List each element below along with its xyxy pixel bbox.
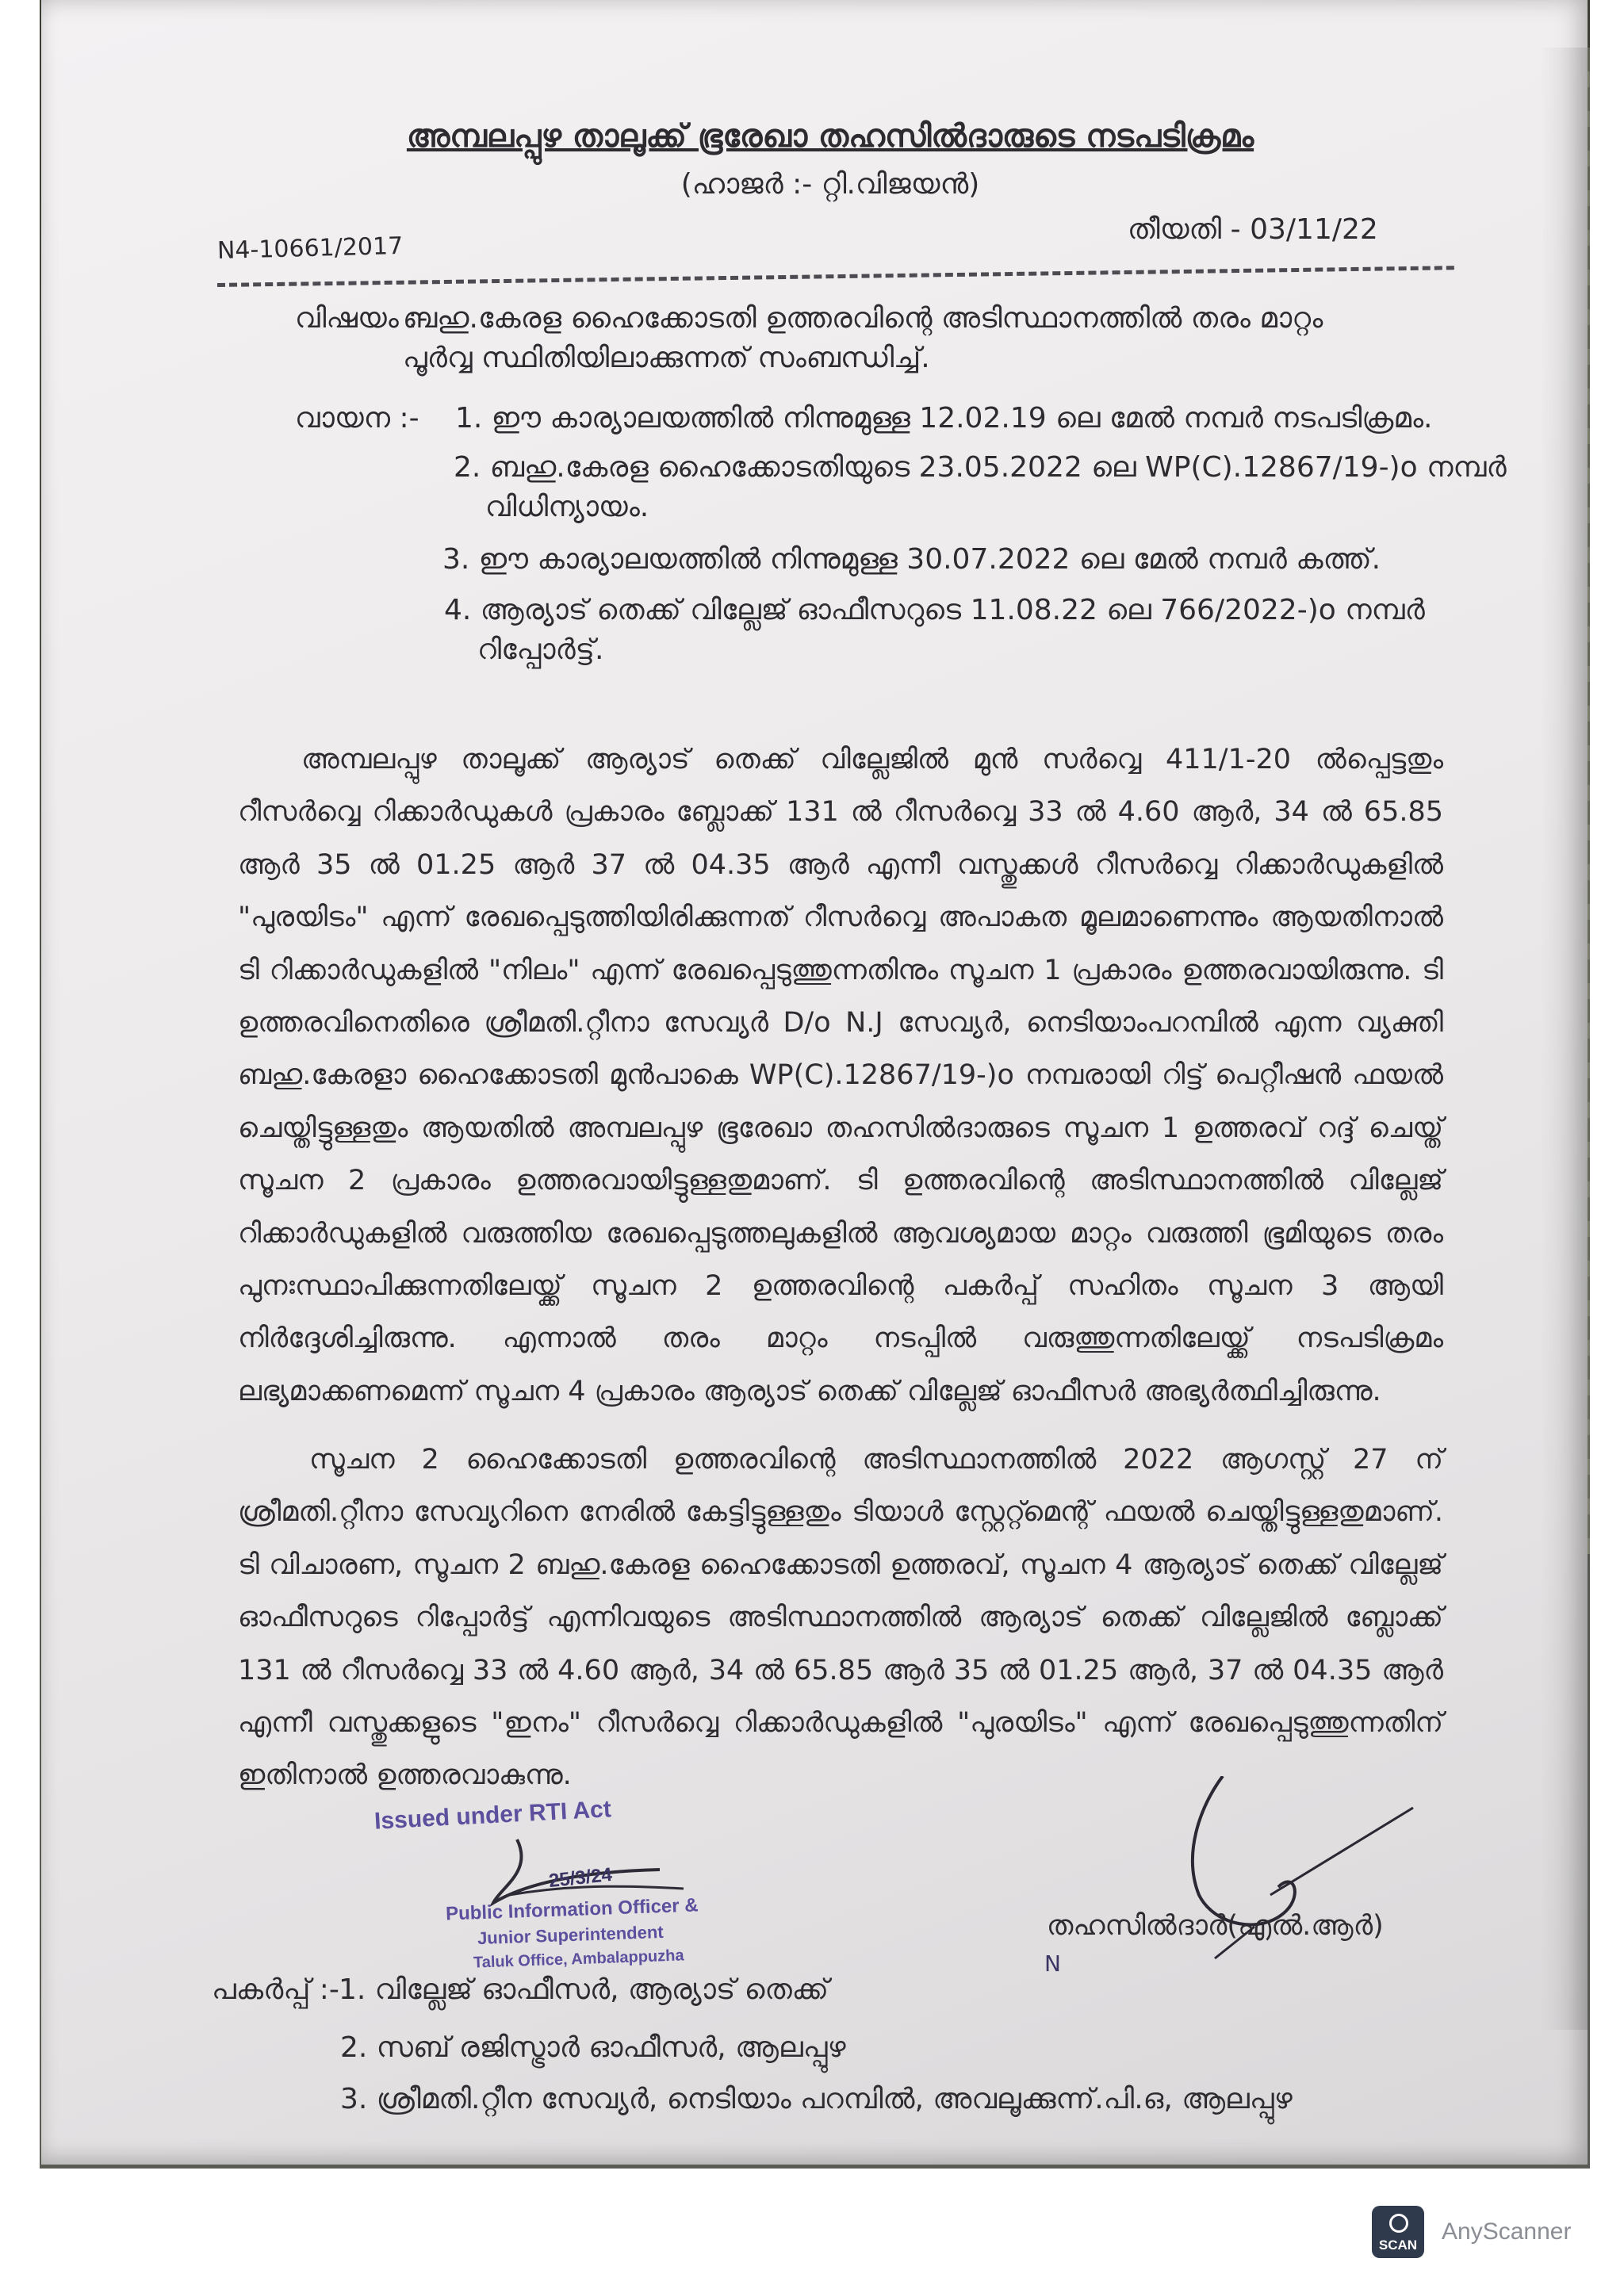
document-date: തീയതി - 03/11/22 (1128, 213, 1378, 246)
subject-line-2: പൂർവ്വ സ്ഥിതിയിലാക്കുന്നത് സംബന്ധിച്ച്. (403, 342, 930, 374)
stamp-junior-superintendent: Junior Superintendent (477, 1921, 665, 1949)
signature-mark: N (1044, 1950, 1061, 1977)
document-page (41, 0, 1588, 2165)
copies-label: പകർപ്പ് :- (212, 1973, 339, 2006)
signatory-designation: തഹസിൽദാർ(എൽ.ആർ) (1047, 1910, 1384, 1942)
references-label: വായന :- (295, 402, 419, 434)
copy-recipient-3: 3. ശ്രീമതി.റ്റീന സേവ്യർ, നെടിയാം പറമ്പിൽ, അവലൂക്കുന്ന്.പി.ഒ, ആലപ്പുഴ (340, 2083, 1293, 2115)
reference-4-cont: റിപ്പോർട്ട്. (477, 634, 604, 666)
subject-label: വിഷയം :- (295, 302, 428, 335)
stamp-pio: Public Information Officer & (445, 1894, 699, 1925)
reference-4: 4. ആര്യാട് തെക്ക് വില്ലേജ് ഓഫീസറുടെ 11.08.22 ലെ 766/2022-)o നമ്പർ (444, 594, 1425, 626)
dashed-divider (217, 266, 1454, 287)
present-officer: (ഹാജർ :- റ്റി.വിജയൻ) (680, 168, 980, 201)
reference-2-cont: വിധിന്യായം. (485, 491, 649, 523)
subject-line-1: ബഹു.കേരള ഹൈക്കോടതി ഉത്തരവിന്റെ അടിസ്ഥാനത്തിൽ തരം മാറ്റം (403, 302, 1323, 335)
stamp-rti-line: Issued under RTI Act (373, 1796, 612, 1835)
reference-1: 1. ഈ കാര്യാലയത്തിൽ നിന്നുമുള്ള 12.02.19 ലെ മേൽ നമ്പർ നടപടിക്രമം. (455, 402, 1433, 434)
body-paragraph-2: സൂചന 2 ഹൈക്കോടതി ഉത്തരവിന്റെ അടിസ്ഥാനത്തിൽ 2022 ആഗസ്റ്റ് 27 ന് ശ്രീമതി.റ്റീനാ സേവ്യറിനെ നേരിൽ കേട്ടിട്ടുള്ളതും ടിയാൾ സ്റ്റേറ്റ്മെന്റ് ഫയൽ ചെയ്തിട്ടുള്ളതുമാണ്. ടി വിചാരണ, സൂചന 2 ബഹു.കേരള ഹൈക്കോടതി ഉത്തരവ്, സൂചന 4 ആര്യാട് തെക്ക് വില്ലേജ് ഓഫീസറുടെ റിപ്പോർട്ട് എന്നിവയുടെ അടിസ്ഥാനത്തിൽ ആര്യാട് തെക്ക് വില്ലേജിൽ ബ്ലോക്ക് 131 ൽ റീസർവ്വെ 33 ൽ 4.60 ആർ, 34 ൽ 65.85 ആർ 35 ൽ 01.25 ആർ, 37 ൽ 04.35 ആർ എന്നീ വസ്തുക്കളുടെ "ഇനം" റീസർവ്വെ റിക്കാർഡുകളിൽ "പുരയിടം" എന്ന് രേഖപ്പെടുത്തുന്നതിന് ഇതിനാൽ ഉത്തരവാകുന്നു. (238, 1444, 1443, 1792)
reference-3: 3. ഈ കാര്യാലയത്തിൽ നിന്നുമുള്ള 30.07.2022 ലെ മേൽ നമ്പർ കത്ത്. (442, 543, 1381, 576)
copy-recipient-1: 1. വില്ലേജ് ഓഫീസർ, ആര്യാട് തെക്ക് (339, 1973, 829, 2006)
body-paragraph-1: അമ്പലപ്പുഴ താലൂക്ക് ആര്യാട് തെക്ക് വില്ലേജിൽ മുൻ സർവ്വെ 411/1-20 ൽപ്പെട്ടതും റീസർവ്വെ റിക്കാർഡുകൾ പ്രകാരം ബ്ലോക്ക് 131 ൽ റീസർവ്വെ 33 ൽ 4.60 ആർ, 34 ൽ 65.85 ആർ 35 ൽ 01.25 ആർ 37 ൽ 04.35 ആർ എന്നീ വസ്തുക്കൾ റീസർവ്വെ റിക്കാർഡുകളിൽ "പുരയിടം" എന്ന് രേഖപ്പെടുത്തിയിരിക്കുന്നത് റീസർവ്വെ അപാകത മൂലമാണെന്നും ആയതിനാൽ ടി റിക്കാർഡുകളിൽ "നിലം" എന്ന് രേഖപ്പെടുത്തുന്നതിനും സൂചന 1 പ്രകാരം ഉത്തരവായിരുന്നു. ടി ഉത്തരവിനെതിരെ ശ്രീമതി.റ്റീനാ സേവ്യർ D/o N.J സേവ്യർ, നെടിയാംപറമ്പിൽ എന്ന വ്യക്തി ബഹു.കേരളാ ഹൈക്കോടതി മുൻപാകെ WP(C).12867/19-)o നമ്പരായി റിട്ട് പെറ്റീഷൻ ഫയൽ ചെയ്തിട്ടുള്ളതും ആയതിൽ അമ്പലപ്പുഴ ഭൂരേഖാ തഹസിൽദാരുടെ സൂചന 1 ഉത്തരവ് റദ്ദ് ചെയ്ത് സൂചന 2 പ്രകാരം ഉത്തരവായിട്ടുള്ളതുമാണ്. ടി ഉത്തരവിന്റെ അടിസ്ഥാനത്തിൽ വില്ലേജ് റിക്കാർഡുകളിൽ വരുത്തിയ രേഖപ്പെടുത്തലുകളിൽ ആവശ്യമായ മാറ്റം വരുത്തി ഭൂമിയുടെ തരം പുനഃസ്ഥാപിക്കുന്നതിലേയ്ക്ക് സൂചന 2 ഉത്തരവിന്റെ പകർപ്പ് സഹിതം സൂചന 3 ആയി നിർദ്ദേശിച്ചിരുന്നു. എന്നാൽ തരം മാറ്റം നടപ്പിൽ വരുത്തുന്നതിലേയ്ക്ക് നടപടിക്രമം ലഭ്യമാക്കണമെന്ന് സൂചന 4 പ്രകാരം ആര്യാട് തെക്ക് വില്ലേജ് ഓഫീസർ അഭ്യർത്ഥിച്ചിരുന്നു. (238, 744, 1444, 1407)
file-number: N4-10661/2017 (216, 232, 404, 265)
scanner-logo-text: SCAN (1378, 2237, 1418, 2253)
scanner-app-name: AnyScanner (1442, 2218, 1572, 2245)
scanner-watermark (1372, 2206, 1571, 2258)
stamp-office: Taluk Office, Ambalappuzha (473, 1947, 684, 1972)
reference-2: 2. ബഹു.കേരള ഹൈക്കോടതിയുടെ 23.05.2022 ലെ WP(C).12867/19-)o നമ്പർ (454, 451, 1507, 484)
copy-recipient-2: 2. സബ് രജിസ്ട്രാർ ഓഫീസർ, ആലപ്പുഴ (340, 2031, 846, 2064)
document-title: അമ്പലപ്പുഴ താലൂക്ക് ഭൂരേഖാ തഹസിൽദാരുടെ നടപടിക്രമം (406, 118, 1254, 155)
scanner-logo-icon (1372, 2206, 1424, 2258)
stamp-date: 25/3/24 (547, 1863, 614, 1893)
